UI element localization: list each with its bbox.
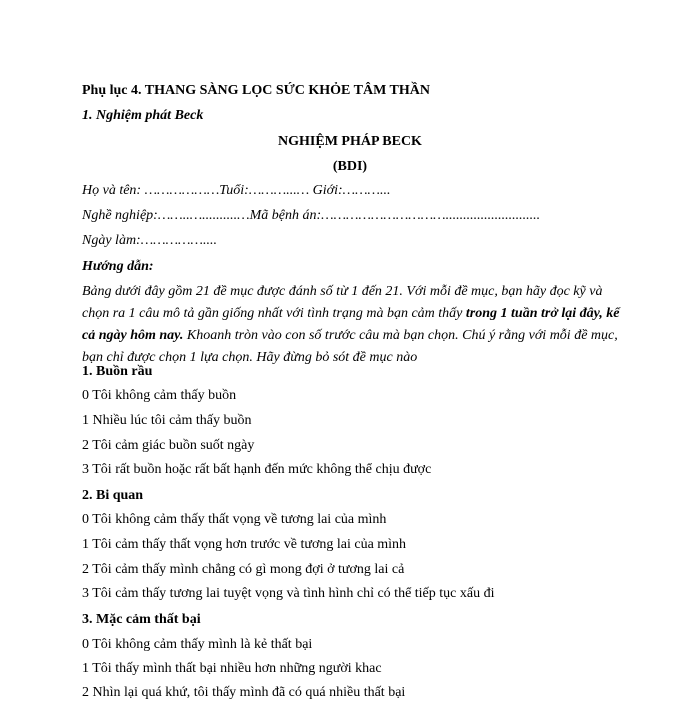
section-title: 1. Nghiệm phát Beck (82, 108, 204, 123)
item-option: 2 Tôi cảm thấy mình chẳng có gì mong đợi ở tương lai cả (82, 562, 405, 577)
item-option: 0 Tôi không cảm thấy mình là kẻ thất bại (82, 637, 313, 652)
appendix-title: Phụ lục 4. THANG SÀNG LỌC SỨC KHỎE TÂM THẦN (82, 83, 430, 98)
item-option: 1 Tôi cảm thấy thất vọng hơn trước về tương lai của mình (82, 537, 407, 552)
item-title: 3. Mặc cảm thất bại (82, 612, 201, 627)
instructions-text-2: Khoanh tròn vào con số trước câu mà bạn chọn. Chú ý rằng với mỗi đề mục, bạn chỉ được chọn 1 lựa chọn. Hãy đừng bỏ sót đề mục nào (82, 328, 618, 365)
item-option: 2 Tôi cảm giác buồn suốt ngày (82, 438, 255, 453)
document-title: NGHIỆM PHÁP BECK (278, 134, 422, 149)
item-title: 1. Buồn rầu (82, 364, 153, 379)
item-option: 0 Tôi không cảm thấy buồn (82, 388, 237, 403)
occupation-record-field: Nghề nghiệp:……..…..........…Mã bệnh án:…………………………........................... (82, 208, 541, 223)
instructions-heading: Hướng dẫn: (82, 259, 154, 274)
item-option: 3 Tôi cảm thấy tương lai tuyệt vọng và tình hình chỉ có thể tiếp tục xấu đi (82, 586, 495, 601)
item-option: 1 Nhiều lúc tôi cảm thấy buồn (82, 413, 252, 428)
instructions-paragraph (82, 281, 622, 369)
document-subtitle: (BDI) (332, 159, 368, 174)
date-field: Ngày làm:…………….... (82, 233, 217, 248)
item-option: 2 Nhìn lại quá khứ, tôi thấy mình đã có quá nhiều thất bại (82, 685, 406, 700)
instructions-emphasis: trong 1 tuần trở lại đây, kể cả ngày hôm nay. (82, 306, 620, 343)
instructions-text-1: Bảng dưới đây gồm 21 đề mục được đánh số từ 1 đến 21. Với mỗi đề mục, bạn hãy đọc kỹ và chọn ra 1 câu mô tả gần giống nhất với tình trạng mà bạn cảm thấy (82, 284, 603, 321)
item-option: 0 Tôi không cảm thấy thất vọng về tương lai của mình (82, 512, 387, 527)
item-option: 3 Tôi rất buồn hoặc rất bất hạnh đến mức không thể chịu được (82, 462, 432, 477)
item-title: 2. Bi quan (82, 488, 144, 503)
name-age-gender-field: Họ và tên: ………………Tuổi:………...… Giới:………... (82, 183, 391, 198)
item-option: 1 Tôi thấy mình thất bại nhiều hơn những người khac (82, 661, 382, 676)
